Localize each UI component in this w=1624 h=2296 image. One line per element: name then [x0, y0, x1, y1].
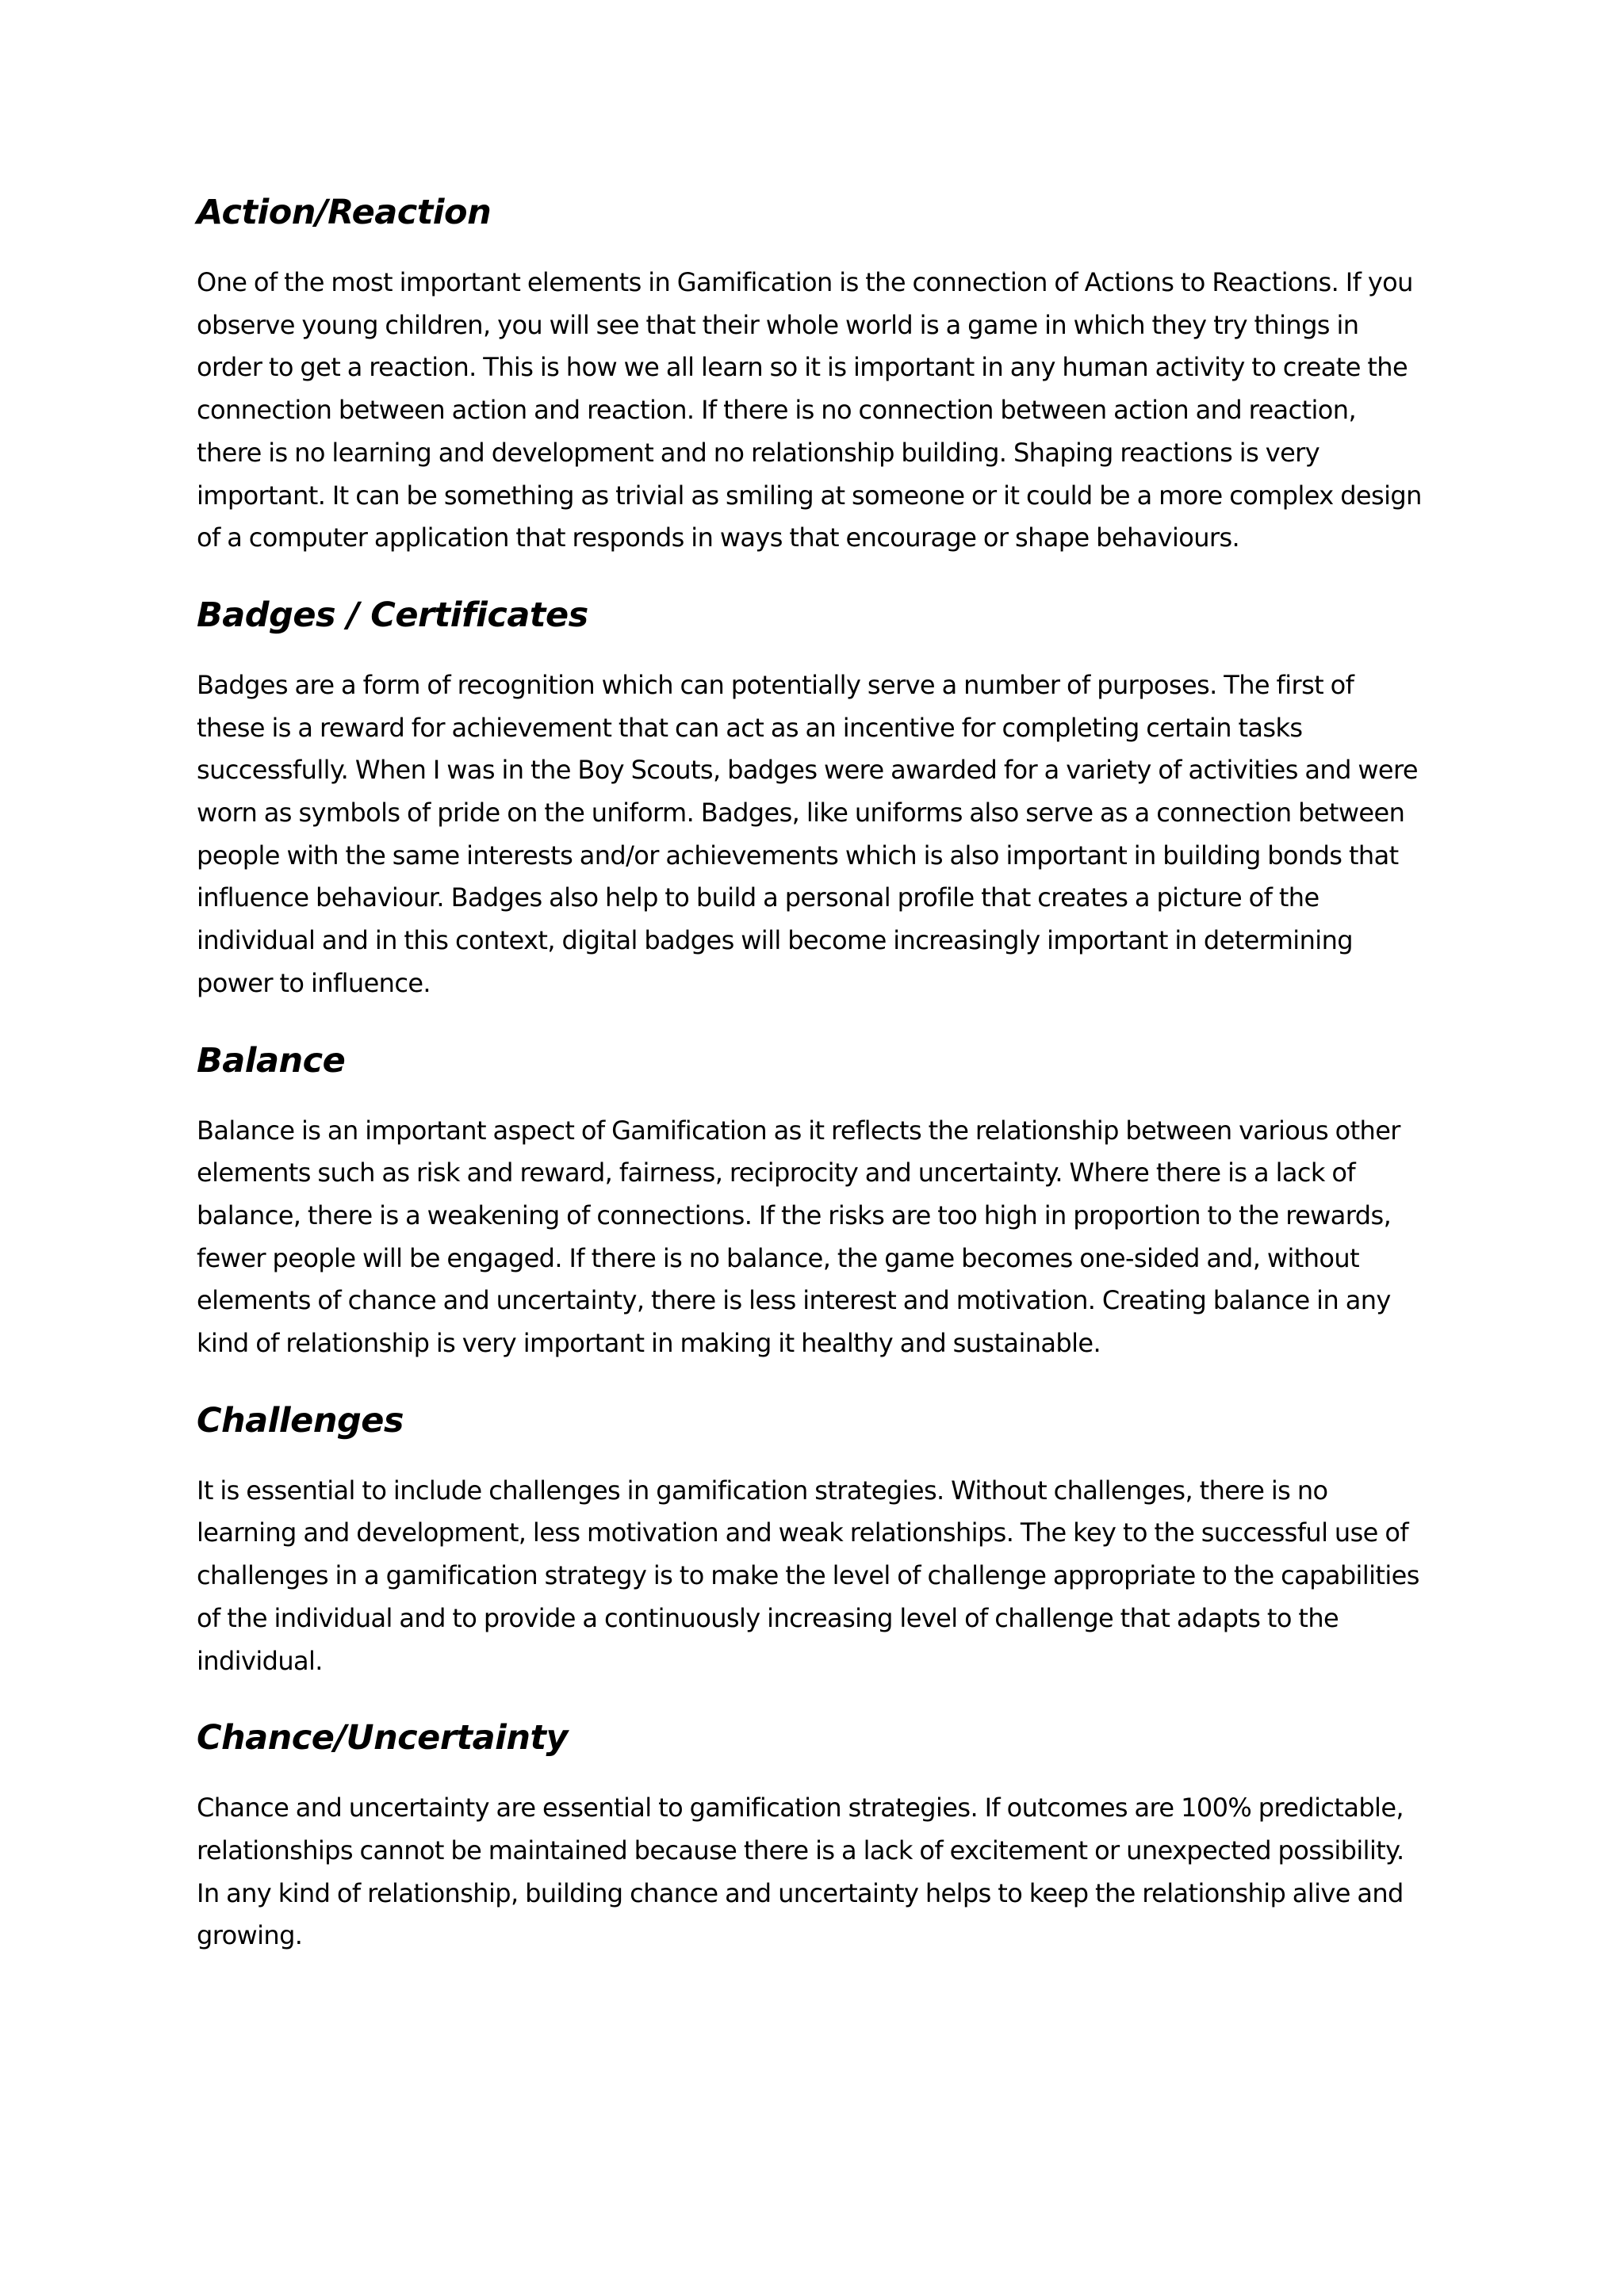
section-heading: Action/Reaction — [197, 193, 492, 232]
paragraph-line: Chance and uncertainty are essential to gamification strategies. If outcomes are 100% predictable, — [197, 1793, 1404, 1823]
paragraph-line: One of the most important elements in Gamification is the connection of Actions to Reactions. If you — [197, 267, 1413, 297]
section-heading: Chance/Uncertainty — [197, 1718, 569, 1758]
paragraph-line: influence behaviour. Badges also help to build a personal profile that creates a picture of the — [197, 882, 1320, 913]
paragraph-line: worn as symbols of pride on the uniform. Badges, like uniforms also serve as a connection between — [197, 798, 1405, 828]
paragraph-line: kind of relationship is very important in making it healthy and sustainable. — [197, 1328, 1101, 1359]
section-heading: Badges / Certificates — [197, 595, 588, 635]
paragraph-line: individual and in this context, digital badges will become increasingly important in determining — [197, 925, 1353, 956]
section-paragraph — [197, 1110, 1438, 1365]
paragraph-line: Badges are a form of recognition which can potentially serve a number of purposes. The first of — [197, 669, 1354, 700]
paragraph-line: balance, there is a weakening of connections. If the risks are too high in proportion to the rewards, — [197, 1200, 1392, 1230]
section-paragraph — [197, 1470, 1438, 1683]
paragraph-line: power to influence. — [197, 967, 431, 998]
paragraph-line: elements of chance and uncertainty, there is less interest and motivation. Creating balance in any — [197, 1285, 1391, 1316]
paragraph-line: observe young children, you will see that their whole world is a game in which they try things in — [197, 309, 1359, 340]
document-page — [197, 190, 1438, 1991]
section-chance-uncertainty — [197, 1716, 1438, 1957]
section-challenges — [197, 1399, 1438, 1683]
paragraph-line: relationships cannot be maintained because there is a lack of excitement or unexpected possibility. — [197, 1835, 1404, 1866]
paragraph-line: elements such as risk and reward, fairness, reciprocity and uncertainty. Where there is a lack of — [197, 1158, 1356, 1188]
paragraph-line: learning and development, less motivation and weak relationships. The key to the successful use of — [197, 1517, 1408, 1548]
paragraph-line: individual. — [197, 1645, 323, 1676]
section-paragraph — [197, 1787, 1438, 1957]
section-heading: Challenges — [197, 1400, 404, 1441]
paragraph-line: of the individual and to provide a continuously increasing level of challenge that adapts to the — [197, 1602, 1339, 1633]
section-heading: Balance — [197, 1040, 346, 1081]
paragraph-line: people with the same interests and/or achievements which is also important in building bonds that — [197, 840, 1399, 871]
paragraph-line: order to get a reaction. This is how we all learn so it is important in any human activity to create the — [197, 352, 1408, 383]
paragraph-line: It is essential to include challenges in gamification strategies. Without challenges, there is no — [197, 1475, 1328, 1506]
paragraph-line: challenges in a gamification strategy is to make the level of challenge appropriate to the capabilities — [197, 1560, 1419, 1591]
section-badges-certificates — [197, 593, 1438, 1005]
paragraph-line: successfully. When I was in the Boy Scouts, badges were awarded for a variety of activities and were — [197, 755, 1418, 786]
section-balance — [197, 1039, 1438, 1365]
section-action-reaction — [197, 190, 1438, 560]
paragraph-line: connection between action and reaction. If there is no connection between action and reaction, — [197, 395, 1357, 426]
paragraph-line: fewer people will be engaged. If there is no balance, the game becomes one-sided and, without — [197, 1242, 1360, 1273]
section-paragraph — [197, 664, 1438, 1005]
paragraph-line: Balance is an important aspect of Gamification as it reflects the relationship between various other — [197, 1115, 1400, 1146]
paragraph-line: there is no learning and development and no relationship building. Shaping reactions is very — [197, 437, 1320, 468]
paragraph-line: of a computer application that responds in ways that encourage or shape behaviours. — [197, 522, 1240, 553]
paragraph-line: In any kind of relationship, building chance and uncertainty helps to keep the relationship alive and — [197, 1877, 1404, 1908]
paragraph-line: growing. — [197, 1920, 303, 1951]
paragraph-line: these is a reward for achievement that can act as an incentive for completing certain tasks — [197, 712, 1303, 743]
paragraph-line: important. It can be something as trivial as smiling at someone or it could be a more complex design — [197, 480, 1422, 511]
section-paragraph — [197, 262, 1438, 560]
